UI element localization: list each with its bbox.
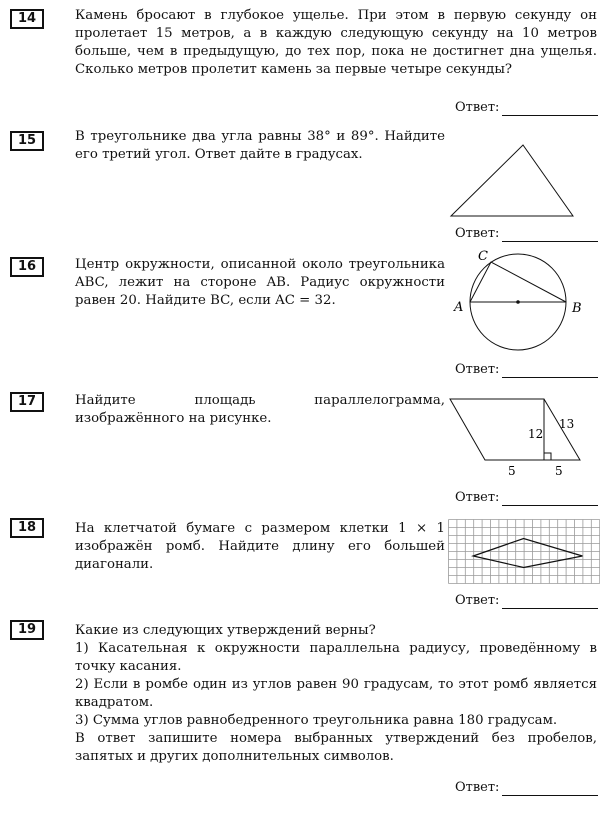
task-number: 15	[10, 131, 44, 151]
answer-line[interactable]	[502, 493, 598, 506]
label-a: A	[454, 300, 464, 315]
answer-field[interactable]	[455, 490, 605, 506]
task-number: 17	[10, 392, 44, 412]
triangle-shape	[451, 145, 573, 216]
task-number: 18	[10, 518, 44, 538]
label-side: 13	[559, 417, 575, 431]
answer-label: Ответ:	[455, 362, 500, 377]
answer-field[interactable]	[455, 100, 605, 116]
statement-intro: Какие из следующих утверждений верны?	[75, 623, 376, 638]
task-text: На клетчатой бумаге с размером клетки 1 × 1 изображён ромб. Найдите длину его большей диагонали.	[75, 521, 445, 572]
task-text	[75, 622, 597, 766]
task-text: Центр окружности, описанной около треугольника ABC, лежит на стороне AB. Радиус окружности равен 20. Найдите BC, если AC = 32.	[75, 257, 445, 308]
label-c: C	[478, 249, 488, 264]
grid-rhombus-figure	[448, 519, 600, 585]
answer-instruction: В ответ запишите номера выбранных утверждений без пробелов, запятых и других дополнительных символов.	[75, 731, 597, 764]
label-height: 12	[528, 427, 544, 441]
answer-line[interactable]	[502, 596, 598, 609]
answer-label: Ответ:	[455, 100, 500, 115]
label-base-right: 5	[555, 464, 563, 478]
answer-line[interactable]	[502, 103, 598, 116]
answer-label: Ответ:	[455, 780, 500, 795]
label-b: B	[572, 301, 582, 316]
task-number: 16	[10, 257, 44, 277]
task-text: Камень бросают в глубокое ущелье. При этом в первую секунду он пролетает 15 метров, а в каждую следующую секунду на 10 метров больше, чем в предыдущую, до тех пор, пока не достигнет дна ущелья. Сколько метров пролетит камень за первые четыре секунды?	[75, 8, 597, 77]
answer-line[interactable]	[502, 365, 598, 378]
answer-field[interactable]	[455, 362, 605, 378]
task-text: В треугольнике два угла равны 38° и 89°. Найдите его третий угол. Ответ дайте в градусах.	[75, 129, 445, 162]
answer-label: Ответ:	[455, 226, 500, 241]
task-number: 19	[10, 620, 44, 640]
answer-field[interactable]	[455, 780, 605, 796]
answer-line[interactable]	[502, 783, 598, 796]
right-angle-mark	[544, 453, 551, 460]
statement-1: 1) Касательная к окружности параллельна радиусу, проведённому в точку касания.	[75, 641, 597, 674]
label-base-left: 5	[508, 464, 516, 478]
grid-lines	[449, 520, 600, 584]
answer-label: Ответ:	[455, 593, 500, 608]
answer-label: Ответ:	[455, 490, 500, 505]
statement-3: 3) Сумма углов равнобедренного треугольника равна 180 градусам.	[75, 713, 558, 728]
answer-field[interactable]	[455, 593, 605, 609]
circle-triangle-figure	[448, 248, 598, 358]
triangle-figure	[445, 140, 580, 220]
task-number: 14	[10, 9, 44, 29]
answer-field[interactable]	[455, 226, 605, 242]
task-text: Найдите площадь параллелограмма, изображённого на рисунке.	[75, 393, 445, 426]
parallelogram-figure	[445, 392, 585, 482]
statement-2: 2) Если в ромбе один из углов равен 90 градусам, то этот ромб является квадратом.	[75, 677, 597, 710]
answer-line[interactable]	[502, 229, 598, 242]
center-dot	[516, 300, 520, 304]
